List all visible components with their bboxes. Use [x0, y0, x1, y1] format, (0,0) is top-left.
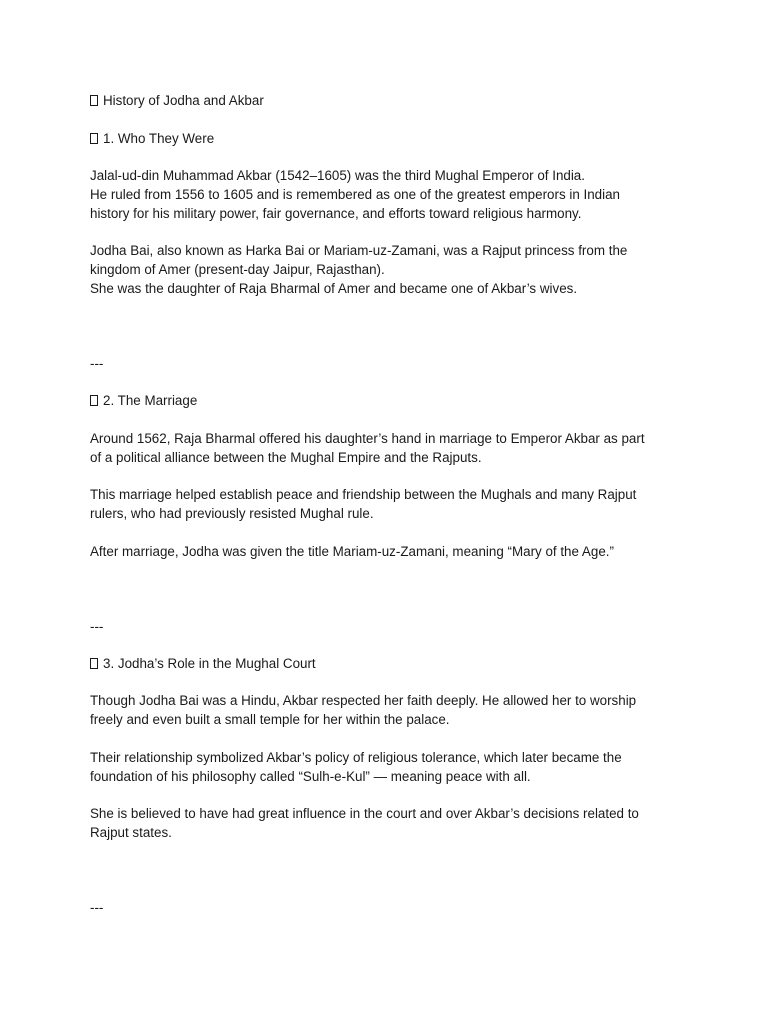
text-line: Jalal-ud-din Muhammad Akbar (1542–1605) was the third Mughal Emperor of India.: [90, 168, 585, 183]
text-line: Though Jodha Bai was a Hindu, Akbar respected her faith deeply. He allowed her to worship: [90, 693, 637, 708]
text-line: freely and even built a small temple for her within the palace.: [90, 712, 450, 727]
text-line: She was the daughter of Raja Bharmal of Amer and became one of Akbar’s wives.: [90, 281, 578, 296]
text-line: of a political alliance between the Mughal Empire and the Rajputs.: [90, 450, 482, 465]
text-line: After marriage, Jodha was given the title Mariam-uz-Zamani, meaning “Mary of the Age.”: [90, 544, 614, 559]
text-line: Their relationship symbolized Akbar’s policy of religious tolerance, which later became the: [90, 750, 622, 765]
text-line: He ruled from 1556 to 1605 and is remembered as one of the greatest emperors in Indian: [90, 187, 620, 202]
section-heading-2: 2. The Marriage: [90, 391, 708, 410]
text-line: history for his military power, fair governance, and efforts toward religious harmony.: [90, 206, 582, 221]
text-line: Around 1562, Raja Bharmal offered his daughter’s hand in marriage to Emperor Akbar as part: [90, 431, 645, 446]
text-line: Rajput states.: [90, 825, 172, 840]
missing-glyph-icon: [90, 133, 98, 144]
document-title: History of Jodha and Akbar: [90, 91, 708, 110]
section-separator: ---: [90, 619, 104, 634]
section-heading-3: 3. Jodha’s Role in the Mughal Court: [90, 654, 708, 673]
section-separator: ---: [90, 900, 104, 915]
text-line: foundation of his philosophy called “Sulh-e-Kul” — meaning peace with all.: [90, 769, 531, 784]
text-line: This marriage helped establish peace and friendship between the Mughals and many Rajput: [90, 487, 637, 502]
missing-glyph-icon: [90, 658, 98, 669]
section-separator: ---: [90, 356, 104, 371]
text-line: rulers, who had previously resisted Mughal rule.: [90, 506, 374, 521]
section-heading-1: 1. Who They Were: [90, 129, 708, 148]
text-line: Jodha Bai, also known as Harka Bai or Mariam-uz-Zamani, was a Rajput princess from the: [90, 243, 628, 258]
missing-glyph-icon: [90, 395, 98, 406]
text-line: kingdom of Amer (present-day Jaipur, Rajasthan).: [90, 262, 385, 277]
text-line: She is believed to have had great influence in the court and over Akbar’s decisions related to: [90, 806, 639, 821]
missing-glyph-icon: [90, 95, 98, 106]
